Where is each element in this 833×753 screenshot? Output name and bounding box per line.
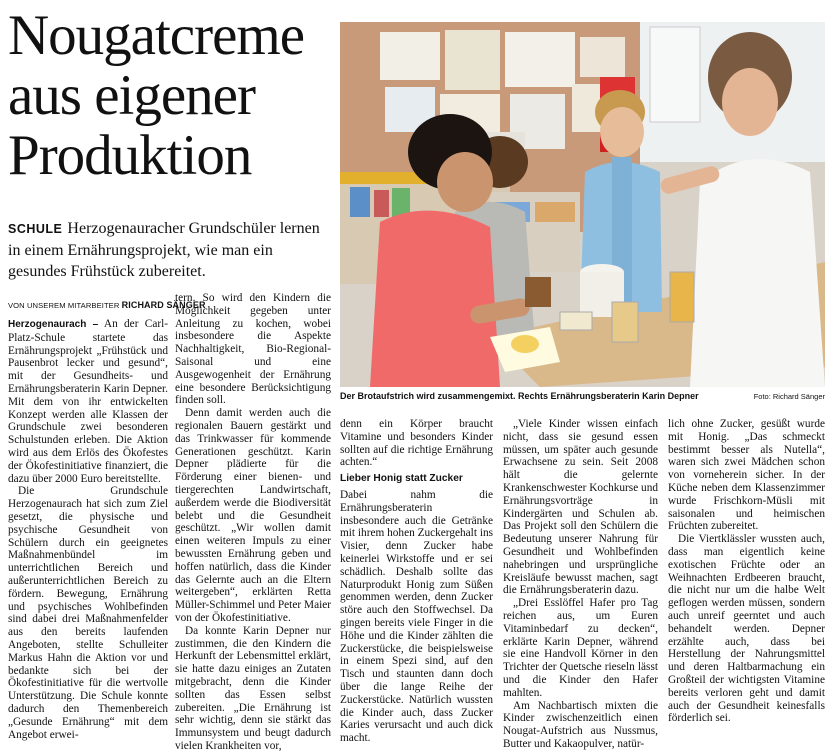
- subheading: Lieber Honig statt Zucker: [340, 473, 463, 485]
- text-column-5: [668, 418, 825, 725]
- paragraph: tern. So wird den Kindern die Möglichkeit gegeben unter Anleitung zu kochen, wobei insbesondere die Aspekte Nachhaltigkeit, Bio-Regional-Saisonal und eine Ausgewogenheit der Ernährung eine besondere Berücksichtigung finden soll.: [175, 292, 331, 407]
- photo-credit: Foto: Richard Sänger: [753, 392, 825, 401]
- paragraph: Am Nachbartisch mixten die Kinder zwischenzeitlich einen Nougat-Aufstrich aus Nussmus, Butter und Kakaopulver, natür-: [503, 699, 658, 750]
- teaser-text: Herzogenauracher Grundschüler lernen in einem Ernährungsprojekt, wie man ein gesundes Frühstück zubereitet.: [8, 220, 320, 280]
- paragraph: Dabei nahm die Ernährungsberaterin insbesondere auch die Getränke mit ihrem hohen Zuckergehalt ins Visier, denn Zucker habe keinerlei Wirkstoffe und er sei schädlich. Deshalb sollte das Naturprodukt Honig zum Süßen genommen werden, denn Zucker störe auch den Stoffwechsel. Da gingen bereits viele Finger in die Höhe und die Kinder zählten die Zuckerstücke, die beispielsweise in einem Spezi sind, auf den Tisch und staunten dann doch über die lange Reihe der Zuckerstücke. Natürlich wussten die Kinder auch, dass Zucker Karies verursacht und auch dick macht.: [340, 488, 493, 745]
- paragraph: Die Viertklässler wussten auch, dass man eigentlich keine exotischen Früchte oder an Weihnachten Erdbeeren braucht, die nicht nur um die halbe Welt geflogen werden müssen, sondern auch unreif geerntet und auch behandelt werden. Depner erzählte auch, dass bei Herstellung der Nahrungsmittel und deren Haltbarmachung ein Großteil der wichtigsten Vitamine bereits verloren geht und damit auch der Gesundheit keinesfalls förderlich sei.: [668, 533, 825, 725]
- byline-author: RICHARD SÄNGER: [121, 300, 206, 310]
- text-column-2: [175, 292, 331, 753]
- paragraph: Da konnte Karin Depner nur zustimmen, die den Kindern die Herkunft der Lebensmittel erklärt, sie hatte dazu einiges an Zutaten mitgebracht, denn die Kinder sollten das Essen selbst zubereiten. „Die Ernährung ist sehr wichtig, denn sie stärkt das Immunsystem und beugt dadurch vielen Krankheiten vor,: [175, 624, 331, 752]
- byline-prefix: VON UNSEREM MITARBEITER: [8, 301, 120, 310]
- text-column-4: [503, 418, 658, 751]
- photo-caption: [340, 391, 825, 401]
- text-column-3: [340, 418, 493, 745]
- paragraph: Denn damit werden auch die regionalen Bauern gestärkt und das Trinkwasser für kommende Generationen geschützt. Karin Depner plädierte für die Förderung einer bienen- und tiergerechten Landwirtschaft, außerdem werde die Biodiversität belebt und die Gesundheit geschützt. „Wir wollen damit einen weiteren Impuls zu einer bewussten Ernährung geben und hoffen natürlich, dass die Kinder das Gelernte auch an die Eltern weitergeben“, erklärten Retta Müller-Schimmel und Peter Maier von der Ökofestinitiative.: [175, 407, 331, 624]
- photo-illustration: [340, 22, 825, 387]
- paragraph: lich ohne Zucker, gesüßt wurde mit Honig. „Das schmeckt bestimmt besser als Nutella“, waren sich zwei Mädchen schon von vorneherein sicher. In der Küche neben dem Klassenzimmer wurde Frischkorn-Müsli mit saisonalen und heimischen Früchten zubereitet.: [668, 418, 825, 533]
- paragraph: „Viele Kinder wissen einfach nicht, dass sie gesund essen müssen, um später auch gesunde Erwachsene zu sein. Seit 2008 hält die gelernte Krankenschwester Kochkurse und Ernährungsvorträge in Kindergärten und Schulen ab. Das Projekt soll den Schülern die Bedeutung unserer Nahrung für Gesundheit und Wohlbefinden nahebringen und ursprüngliche Kreisläufe bewusst machen, sagt die Ernährungsberaterin dazu.: [503, 418, 658, 597]
- article-photo: [340, 22, 825, 387]
- teaser: [8, 218, 334, 282]
- paragraph-text: An der Carl-Platz-Schule startete das Ernährungsprojekt „Frühstück und Pausenbrot lecker und gesund“, mit der Gesundheits- und Ernährungsberaterin Karin Depner. Mit dem von ihr entwickelten Konzept werden alle Klassen der Grundschule zwei besonderen Schulstunden erleben. Die Aktion wird aus dem Erlös des Ökofestes der Ökofestinitiative finanziert, die dazu über 2000 Euro bereitstellte.: [8, 318, 168, 485]
- paragraph: denn ein Körper braucht Vitamine und besonders Kinder sollten auf die richtige Ernährung achten.“: [340, 418, 493, 469]
- text-column-1: [8, 318, 168, 741]
- paragraph: [8, 318, 168, 485]
- headline: Nougatcreme aus eigener Produktion: [8, 4, 305, 187]
- paragraph: „Drei Esslöffel Hafer pro Tag reichen aus, um Euren Vitaminbedarf zu decken“, erklärte Karin Depner, während sie eine Handvoll Körner in den Trichter der Quetsche rieseln lässt und die Kinder den Hafer mahlten.: [503, 597, 658, 699]
- dateline: Herzogenaurach –: [8, 319, 99, 330]
- photo-caption-text: Der Brotaufstrich wird zusammengemixt. Rechts Ernährungsberaterin Karin Depner: [340, 391, 699, 401]
- paragraph: Die Grundschule Herzogenaurach hat sich zum Ziel gesetzt, die physische und psychische Gesundheit von Schülern durch ein geeignetes Maßnahmenbündel im unterrichtlichen Bereich und außerunterrichtlichen Bereich zu fördern. Bewegung, Ernährung und psychisches Wohlbefinden sind dabei drei Maßnahmenfelder aus den bereits laufenden Angeboten, stellte Schulleiter Markus Hahn die Aktion vor und bedankte sich bei der Ökofestinitiative für die wertvolle Unterstützung. Die Schule konnte dadurch den Themenbereich „Gesunde Ernährung“ mit dem Angebot erwei-: [8, 485, 168, 741]
- kicker: SCHULE: [8, 222, 63, 236]
